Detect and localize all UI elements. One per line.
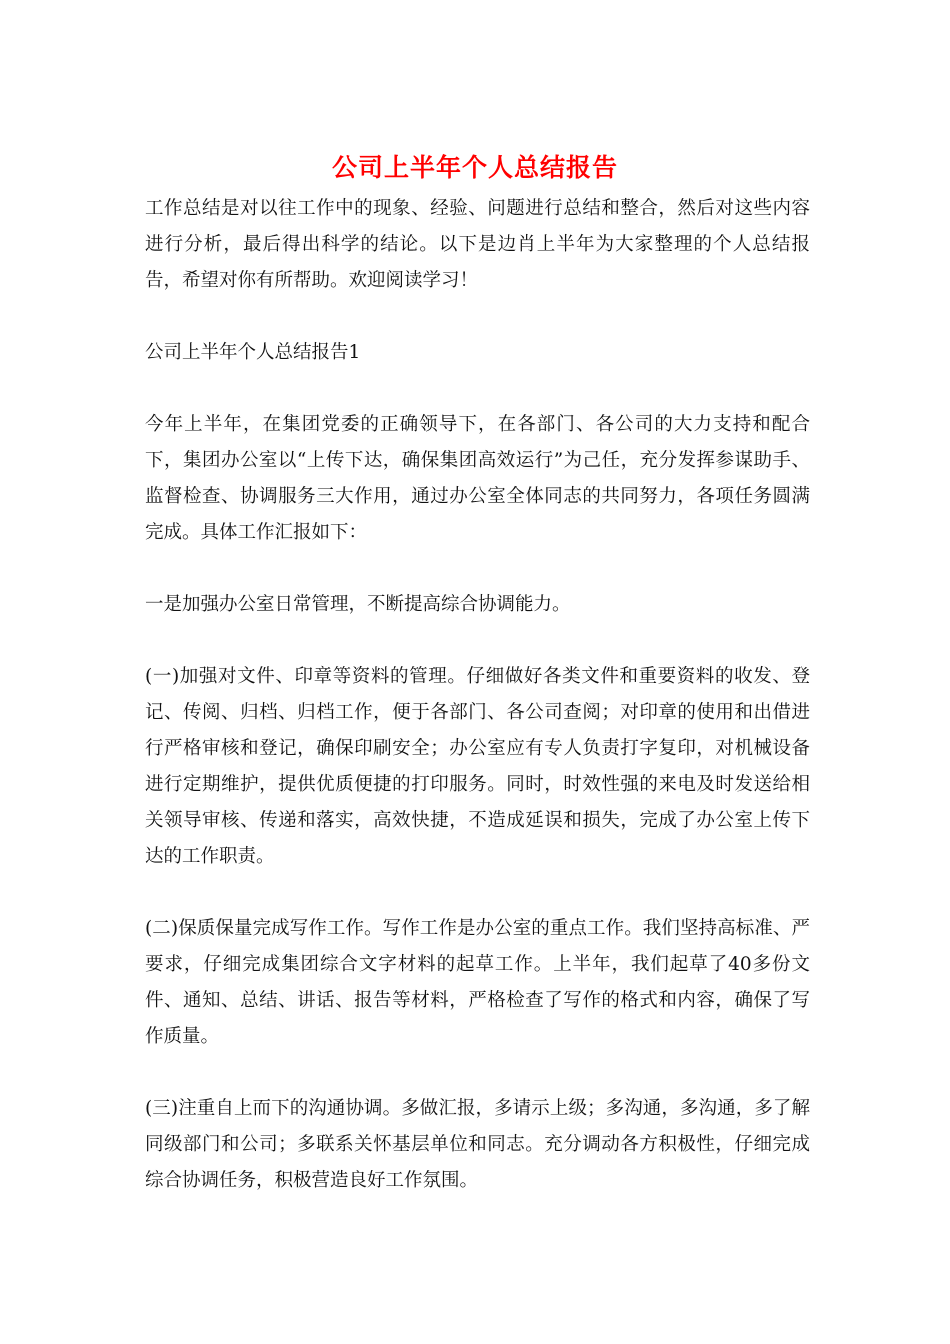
body-paragraph: (一)加强对文件、印章等资料的管理。仔细做好各类文件和重要资料的收发、登记、传阅、归档、归档工作，便于各部门、各公司查阅；对印章的使用和出借进行严格审核和登记，确保印刷安全；办公室应有专人负责打字复印，对机械设备进行定期维护，提供优质便捷的打印服务。同时，时效性强的来电及时发送给相关领导审核、传递和落实，高效快捷，不造成延误和损失，完成了办公室上传下达的工作职责。 (145, 666, 810, 867)
body-paragraph: (二)保质保量完成写作工作。写作工作是办公室的重点工作。我们坚持高标准、严要求，仔细完成集团综合文字材料的起草工作。上半年，我们起草了40多份文件、通知、总结、讲话、报告等材料，严格检查了写作的格式和内容，确保了写作质量。 (145, 918, 810, 1047)
document-body (145, 191, 810, 1235)
body-paragraph: 今年上半年，在集团党委的正确领导下，在各部门、各公司的大力支持和配合下，集团办公室以“上传下达，确保集团高效运行”为己任，充分发挥参谋助手、监督检查、协调服务三大作用，通过办公室全体同志的共同努力，各项任务圆满完成。具体工作汇报如下： (145, 414, 810, 543)
body-paragraph: (三)注重自上而下的沟通协调。多做汇报，多请示上级；多沟通，多沟通，多了解同级部门和公司；多联系关怀基层单位和同志。充分调动各方积极性，仔细完成综合协调任务，积极营造良好工作氛围。 (145, 1098, 810, 1191)
sub-heading: 一是加强办公室日常管理，不断提高综合协调能力。 (145, 594, 571, 615)
intro-paragraph: 工作总结是对以往工作中的现象、经验、问题进行总结和整合，然后对这些内容进行分析，最后得出科学的结论。以下是边肖上半年为大家整理的个人总结报告，希望对你有所帮助。欢迎阅读学习！ (145, 198, 810, 291)
section-heading: 公司上半年个人总结报告1 (145, 342, 361, 363)
document-title: 公司上半年个人总结报告 (331, 153, 618, 182)
